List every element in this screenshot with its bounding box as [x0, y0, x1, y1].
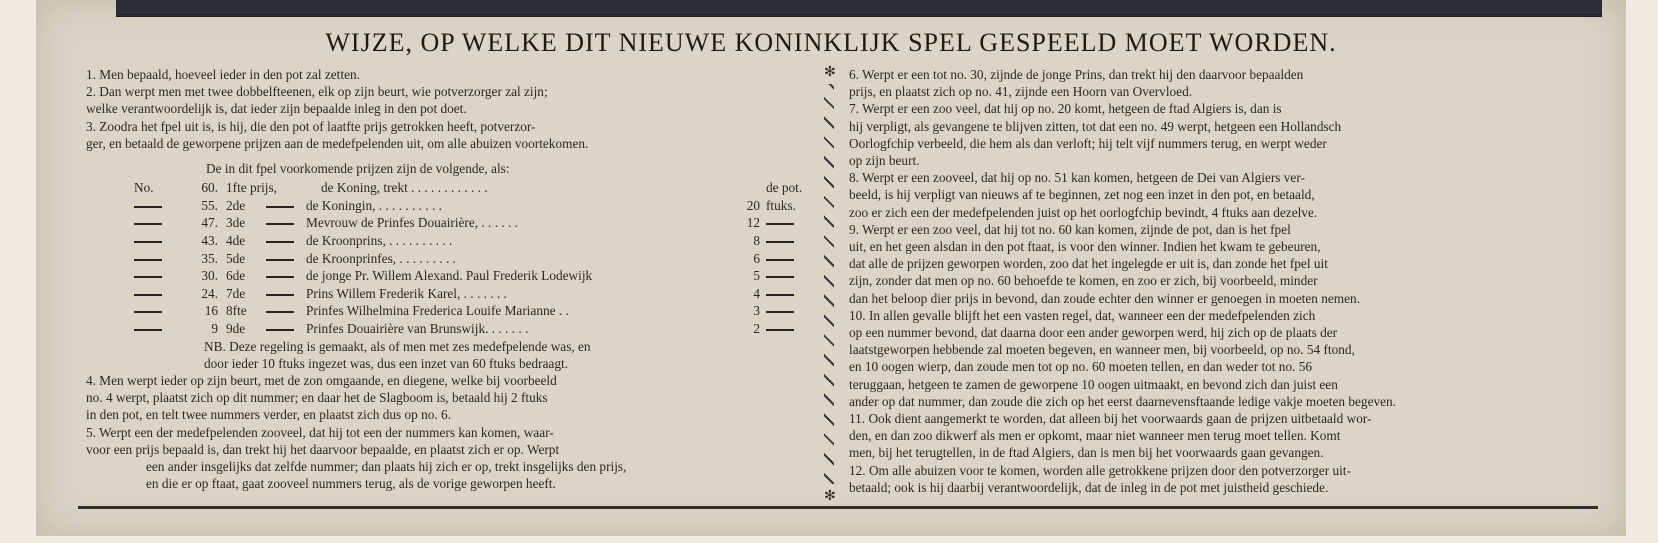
prize-name: de Koningin, . . . . . . . . . . — [306, 197, 442, 213]
prize-row — [86, 214, 831, 232]
prize-name: de Koning, trekt . . . . . . . . . . . . — [321, 180, 488, 196]
prize-number: 55. — [201, 197, 218, 213]
prize-ordinal: 8fte — [226, 303, 247, 319]
prize-number: 47. — [201, 215, 218, 231]
prize-ordinal: 3de — [226, 215, 246, 231]
right-column — [849, 66, 1589, 496]
rule-2-cont: welke verantwoordelijk is, dat ieder zijn bepaalde inleg in den pot doet. — [86, 101, 467, 117]
prize-row — [86, 285, 831, 303]
rule-6: 6. Werpt er een tot no. 30, zijnde de jonge Prins, dan trekt hij den daarvoor bepaalden — [849, 67, 1304, 82]
rule-5-cont: een ander insgelijks dat zelfde nummer; dan plaats hij zich er op, trekt insgelijks den prijs, — [146, 458, 627, 474]
rule-12-cont: betaald; ook is hij daarbij verantwoordelijk, dat de inleg in de pot met juistheid geschiede. — [849, 479, 1329, 495]
ditto-dash — [766, 329, 794, 331]
prize-row — [86, 267, 831, 285]
top-border-band — [116, 0, 1602, 17]
prize-name: de jonge Pr. Willem Alexand. Paul Frederik Lodewijk — [306, 268, 593, 284]
rule-10: 10. In allen gevalle blijft het een vasten regel, dat, wanneer een der medefpelenden zich — [849, 307, 1316, 323]
prize-row — [86, 320, 831, 338]
prize-no-label: No. — [134, 180, 154, 196]
ditto-dash — [134, 259, 162, 261]
prize-ordinal: 9de — [226, 320, 246, 336]
prize-row — [86, 302, 831, 320]
ditto-dash — [766, 241, 794, 243]
ditto-dash — [266, 294, 294, 296]
prize-ordinal: 4de — [226, 233, 246, 248]
prize-name: Mevrouw de Prinfes Douairière, . . . . . . — [306, 215, 518, 231]
zigzag-divider — [824, 84, 834, 484]
ditto-dash — [766, 259, 794, 261]
ditto-dash — [266, 259, 294, 261]
rule-8-cont: zoo er zich een der medefpelenden juist op het oorlogfchip bevindt, 4 ftuks aan dezelve. — [849, 204, 1318, 220]
page-title: WIJZE, OP WELKE DIT NIEUWE KONINKLIJK SPEL GESPEELD MOET WORDEN. — [325, 28, 1337, 57]
rule-5-cont: en die er op ftaat, gaat zooveel nummers terug, als de vorige geworpen heeft. — [146, 476, 556, 492]
rule-10-cont: teruggaan, hetgeen te zamen de geworpene 10 oogen uitmaakt, en bevond zich dan juist een — [849, 376, 1338, 392]
rule-11-cont: men, bij het terugtellen, in de ftad Algiers, dan is men bij het voorwaards gaan gevangen. — [849, 445, 1324, 461]
prize-number: 30. — [201, 268, 218, 284]
rule-10-cont: en 10 oogen wierp, dan zoude men tot op no. 60 moeten tellen, en dan weder tot no. 56 — [849, 359, 1313, 375]
rule-4-cont: in den pot, en telt twee nummers verder, en plaatst zich dus op no. 6. — [86, 407, 452, 423]
prize-row — [86, 250, 831, 268]
rule-9-cont: uit, en het geen alsdan in den pot ftaat, is voor den winner. Indien het kwam te gebeuren, — [849, 239, 1321, 255]
nb-note-cont: door ieder 10 ftuks ingezet was, dus een inzet van 60 ftuks bedraagt. — [204, 355, 569, 371]
rule-7-cont: op zijn beurt. — [849, 153, 920, 169]
rule-3-cont: ger, en betaald de geworpene prijzen aan de medefpelenden uit, om alle abuizen voortekomen. — [86, 135, 589, 151]
rule-11-cont: den, en dan zoo dikwerf als men er opkomt, maar niet wanneer men terug moet tellen. Komt — [849, 428, 1341, 444]
prize-amount: 5 — [753, 268, 760, 284]
ditto-dash — [766, 276, 794, 278]
prize-name: Prinfes Douairière van Brunswijk. . . . . . . — [306, 320, 529, 336]
ditto-dash — [266, 206, 294, 208]
prizes-heading: De in dit fpel voorkomende prijzen zijn de volgende, als: — [206, 161, 510, 177]
ditto-dash — [766, 223, 794, 225]
prize-ordinal: 2de — [226, 197, 246, 213]
rule-4: 4. Men werpt ieder op zijn beurt, met de zon omgaande, en diegene, welke bij voorbeeld — [86, 372, 557, 388]
prize-number: 16 — [204, 303, 218, 319]
prize-table — [86, 179, 831, 337]
ditto-dash — [266, 241, 294, 243]
prize-row — [86, 197, 831, 215]
rule-1: 1. Men bepaald, hoeveel ieder in den pot zal zetten. — [86, 67, 360, 82]
rule-12: 12. Om alle abuizen voor te komen, worden alle getrokkene prijzen door den potverzorger uit- — [849, 462, 1351, 478]
prize-name: Prins Willem Frederik Karel, . . . . . . . — [306, 285, 507, 301]
prize-amount: 3 — [753, 303, 760, 319]
prize-row — [86, 179, 831, 197]
document-sheet — [36, 0, 1626, 536]
rule-10-cont: op een nummer bevond, dat daarna door een ander geworpen werd, hij zich op de plaats der — [849, 325, 1338, 341]
ditto-dash — [134, 294, 162, 296]
ditto-dash — [134, 329, 162, 331]
prize-ordinal: 7de — [226, 285, 246, 301]
prize-unit: de pot. — [766, 180, 803, 196]
rule-11: 11. Ook dient aangemerkt te worden, dat alleen bij het voorwaards gaan de prijzen uitbetaald wor- — [849, 411, 1372, 427]
prize-name: de Kroonprins, . . . . . . . . . . — [306, 233, 453, 248]
ditto-dash — [134, 311, 162, 313]
prize-name: de Kroonprinfes, . . . . . . . . . — [306, 250, 456, 266]
ditto-dash — [266, 329, 294, 331]
rule-9: 9. Werpt er een zoo veel, dat hij tot no. 60 kan komen, zijnde de pot, dan is het fpel — [849, 221, 1291, 237]
rule-10-cont: laatstgeworpen hebbende zal moeten begeven, en wanneer men, bij voorbeeld, op no. 54 ftond, — [849, 342, 1355, 358]
rule-7-cont: Oorlogfchip verbeeld, die hem als dan verloft; hij telt vijf nummers terug, en werpt weder — [849, 135, 1327, 151]
prize-number: 35. — [201, 250, 218, 266]
prize-amount: 12 — [746, 215, 760, 231]
rule-4-cont: no. 4 werpt, plaatst zich op dit nummer; en daar het de Slagboom is, betaald hij 2 ftuks — [86, 390, 548, 406]
prize-ordinal: 6de — [226, 268, 246, 284]
ditto-dash — [266, 276, 294, 278]
star-ornament-icon: ✻ — [824, 488, 836, 504]
rule-3: 3. Zoodra het fpel uit is, is hij, die den pot of laatfte prijs getrokken heeft, potverzor- — [86, 118, 536, 134]
prize-amount: 8 — [753, 233, 760, 248]
star-ornament-icon: ✻ — [824, 64, 836, 80]
rule-9-cont: dan het beloop dier prijs in bevond, dan zoude echter den winner er genoegen in moeten nemen. — [849, 290, 1361, 306]
rule-7-cont: hij verpligt, als gevangene te blijven zitten, tot dat een no. 49 werpt, hetgeen een Hollandsch — [849, 118, 1342, 134]
prize-ordinal: 1fte prijs, — [226, 180, 277, 196]
rule-10-cont: ander op dat nummer, dan zoude die zich op het eerst daarnevensftaande ledige vakje moeten begeven. — [849, 393, 1396, 409]
prize-number: 9 — [211, 320, 218, 336]
ditto-dash — [766, 294, 794, 296]
prize-unit: ftuks. — [766, 197, 796, 213]
ditto-dash — [766, 311, 794, 313]
ditto-dash — [266, 311, 294, 313]
rule-8-cont: beeld, is hij verpligt van nieuws af te beginnen, zet nog een inzet in den pot, en betaald, — [849, 187, 1315, 203]
bottom-rule — [78, 506, 1598, 509]
prize-amount: 2 — [753, 320, 760, 336]
prize-amount: 4 — [753, 285, 760, 301]
prize-number: 43. — [201, 233, 218, 248]
left-column — [86, 66, 831, 492]
ditto-dash — [134, 223, 162, 225]
rule-8: 8. Werpt er een zooveel, dat hij op no. 51 kan komen, hetgeen de Dei van Algiers ver- — [849, 170, 1305, 186]
ditto-dash — [134, 206, 162, 208]
rule-6-cont: prijs, en plaatst zich op no. 41, zijnde een Hoorn van Overvloed. — [849, 84, 1193, 100]
rule-9-cont: zijn, zonder dat men op no. 60 behoefde te komen, en zoo er zich, bij voorbeeld, minder — [849, 273, 1318, 289]
rule-5-cont: voor een prijs bepaald is, dan trekt hij het daarvoor bepaalde, en plaatst zich er op. Werpt — [86, 441, 560, 457]
prize-amount: 6 — [753, 250, 760, 266]
nb-note: NB. Deze regeling is gemaakt, als of men met zes medefpelende was, en — [204, 338, 591, 354]
prize-number: 60. — [201, 180, 218, 196]
prize-amount: 20 — [746, 197, 760, 213]
prize-row — [86, 232, 831, 250]
rule-2: 2. Dan werpt men met twee dobbelfteenen, elk op zijn beurt, wie potverzorger zal zijn; — [86, 84, 548, 100]
rule-5: 5. Werpt een der medefpelenden zooveel, dat hij tot een der nummers kan komen, waar- — [86, 424, 554, 440]
ditto-dash — [266, 223, 294, 225]
ditto-dash — [134, 276, 162, 278]
prize-ordinal: 5de — [226, 250, 246, 266]
prize-number: 24. — [201, 285, 218, 301]
rule-7: 7. Werpt er een zoo veel, dat hij op no. 20 komt, hetgeen de ftad Algiers is, dan is — [849, 101, 1282, 117]
rule-9-cont: dat alle de prijzen geworpen worden, zoo dat het ingelegde er uit is, dan zonde het fpel uit — [849, 256, 1328, 272]
prize-name: Prinfes Wilhelmina Frederica Louife Marianne . . — [306, 303, 569, 319]
ditto-dash — [134, 241, 162, 243]
